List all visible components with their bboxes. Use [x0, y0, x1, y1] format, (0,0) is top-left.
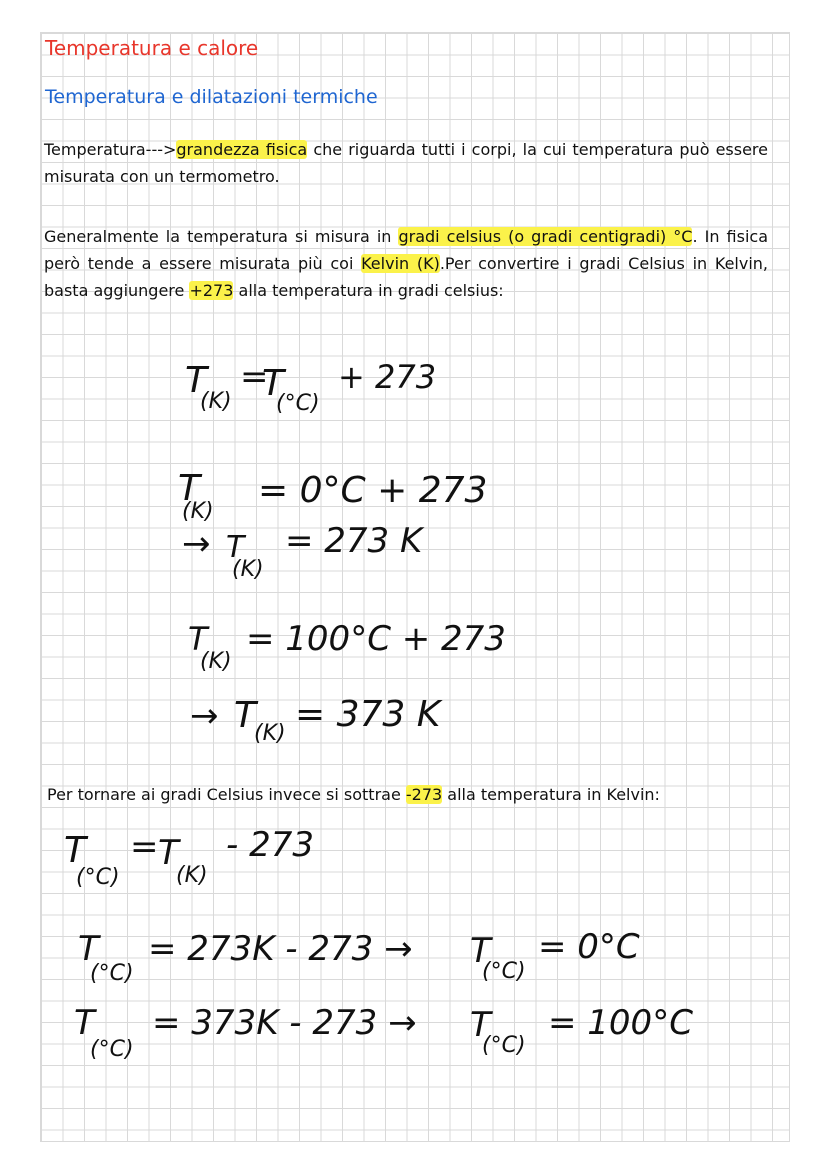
formula-subscript: (°C): [76, 865, 120, 890]
formula-subscript: (°C): [482, 959, 526, 984]
highlight-minus-273: -273: [405, 785, 443, 804]
formula-text: = 273K - 273 →: [148, 929, 413, 969]
section-title: Temperatura e dilatazioni termiche: [45, 86, 378, 108]
text-run: Generalmente la temperatura si misura in: [44, 227, 399, 246]
highlight-grandezza-fisica: grandezza fisica: [176, 140, 308, 159]
formula-result-373k: [190, 694, 443, 746]
formula-text: = 0°C: [538, 927, 640, 967]
paragraph-kelvin-to-celsius: [47, 781, 787, 808]
formula-subscript: (K): [176, 863, 208, 888]
formula-symbol: T: [188, 620, 208, 658]
highlight-kelvin: Kelvin (K): [361, 254, 440, 273]
formula-symbol: T: [185, 360, 207, 401]
text-run: . In fisica però tende a essere misurata più coi: [44, 227, 769, 273]
formula-result-273k: [182, 521, 425, 582]
page-title: Temperatura e calore: [45, 36, 259, 60]
text-run: .Per convertire i gradi Celsius in Kelvin, basta aggiungere: [44, 254, 768, 300]
formula-subscript: (K): [200, 389, 232, 414]
formula-kelvin-to-celsius: [64, 825, 314, 890]
text-run: Temperatura--->: [44, 140, 177, 159]
arrow-icon: →: [182, 524, 211, 564]
formula-text: + 273: [338, 358, 437, 396]
formula-symbol: T: [226, 530, 245, 565]
formula-symbol: T: [470, 1005, 491, 1045]
text-run: che riguarda tutti i corpi, la cui temperatura può essere misurata con un termometro.: [44, 140, 769, 186]
formula-symbol: T: [158, 833, 179, 873]
formula-symbol: T: [78, 929, 99, 969]
formula-text: = 100°C + 273: [246, 619, 506, 659]
highlight-plus-273: +273: [189, 281, 234, 300]
formula-373k-to-celsius: [74, 1003, 693, 1062]
formula-equals: =: [240, 357, 269, 397]
formula-symbol: T: [262, 363, 284, 404]
formula-subscript: (°C): [90, 1037, 134, 1062]
formula-symbol: T: [178, 468, 200, 509]
formula-symbol: T: [74, 1003, 95, 1043]
text-run: alla temperatura in Kelvin:: [442, 785, 660, 804]
formula-symbol: T: [234, 695, 256, 736]
formula-symbol: T: [64, 830, 86, 871]
highlight-gradi-celsius: gradi celsius (o gradi centigradi) °C: [398, 227, 693, 246]
arrow-icon: →: [190, 696, 219, 736]
formula-subscript: (°C): [482, 1033, 526, 1058]
formula-subscript: (K): [232, 557, 264, 582]
formula-symbol: T: [470, 931, 491, 971]
formula-subscript: (°C): [276, 391, 320, 416]
formula-celsius-to-kelvin: [185, 357, 436, 416]
formula-subscript: (°C): [90, 961, 134, 986]
formula-273k-to-celsius: [78, 927, 640, 986]
formula-subscript: (K): [182, 499, 214, 524]
text-run: Per tornare ai gradi Celsius invece si sottrae: [47, 785, 406, 804]
formula-text: = 373 K: [295, 694, 441, 735]
formula-subscript: (K): [254, 721, 286, 746]
formula-hundred-celsius: [188, 619, 506, 674]
formula-text: = 273 K: [285, 521, 423, 561]
formula-zero-celsius: [178, 468, 487, 524]
text-run: alla temperatura in gradi celsius:: [233, 281, 504, 300]
formula-text: = 373K - 273 →: [152, 1003, 417, 1043]
formula-subscript: (K): [200, 649, 232, 674]
formula-text: = 0°C + 273: [258, 470, 488, 511]
formula-equals: =: [130, 827, 159, 867]
formula-text: - 273: [226, 825, 314, 865]
formula-text: = 100°C: [548, 1003, 693, 1043]
